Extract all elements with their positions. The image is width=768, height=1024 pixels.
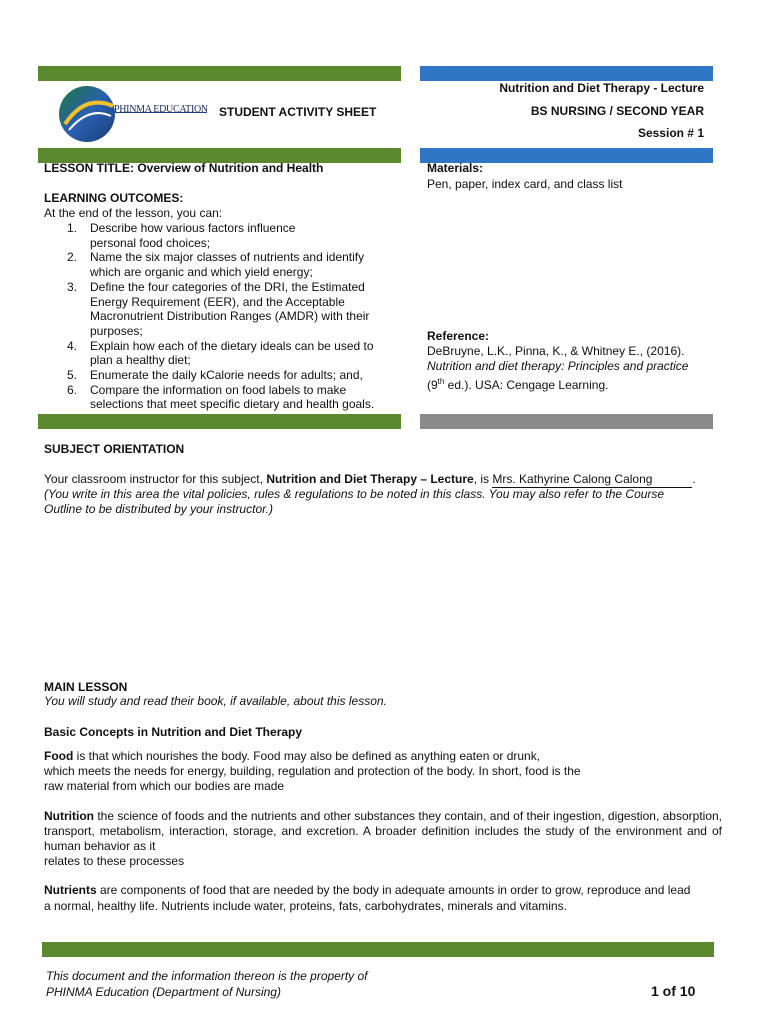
orientation-heading: SUBJECT ORIENTATION — [44, 442, 185, 456]
outcomes-list — [44, 221, 394, 412]
reference-edition-open: (9 — [427, 378, 438, 392]
nutrition-text: the science of foods and the nutrients and other substances they contain, and of their ingestion, digestion, absorption, transport, metabolism, interaction, storage, and excretion. A broader definition includes the study of the environment and of human behavior as it — [44, 809, 722, 853]
food-paragraph-line-3: raw material from which our bodies are made — [44, 779, 285, 793]
lesson-title: LESSON TITLE: Overview of Nutrition and Health — [44, 161, 324, 175]
outcome-number: 6. — [67, 382, 78, 397]
list-item — [44, 221, 394, 250]
nutrition-tail: relates to these processes — [44, 854, 185, 868]
orientation-line — [44, 472, 696, 488]
footer-line-1: This document and the information thereon is the property of — [46, 969, 368, 983]
orientation-end: . — [692, 472, 696, 486]
reference-line-3 — [427, 374, 608, 393]
nutrition-paragraph — [44, 809, 722, 854]
nutrients-text-1: are components of food that are needed by the body in adequate amounts in order to grow, reproduce and lead — [96, 883, 691, 897]
outcome-text: Enumerate the daily kCalorie needs for adults; and, — [90, 368, 363, 383]
reference-edition-sup: th — [437, 377, 445, 386]
outcome-text: plan a healthy diet; — [90, 353, 191, 368]
nutrients-term: Nutrients — [44, 883, 97, 897]
nutrition-term: Nutrition — [44, 809, 94, 823]
orientation-note-2: Outline to be distributed by your instructor.) — [44, 502, 273, 516]
food-paragraph-line-1 — [44, 749, 540, 764]
outcome-text: Explain how each of the dietary ideals can be used to — [90, 338, 374, 353]
orientation-note-1: (You write in this area the vital policies, rules & regulations to be noted in this class. You may also refer to the Course — [44, 487, 665, 501]
food-text-1: is that which nourishes the body. Food may also be defined as anything eaten or drunk, — [73, 749, 541, 763]
list-item — [44, 280, 394, 339]
nutrients-line-1 — [44, 883, 690, 898]
logo-text: PHINMA EDUCATION — [114, 104, 208, 115]
footer-bar — [42, 942, 714, 957]
list-item — [44, 250, 394, 279]
outcomes-intro: At the end of the lesson, you can: — [44, 206, 223, 220]
outcomes-heading: LEARNING OUTCOMES: — [44, 191, 184, 205]
list-item — [44, 339, 394, 368]
outcome-text: purposes; — [90, 323, 143, 338]
orientation-mid: , is — [473, 472, 493, 486]
outcome-text: Describe how various factors influence — [90, 221, 296, 235]
outcome-text: personal food choices; — [90, 235, 211, 250]
page-number: 1 of 10 — [651, 983, 696, 999]
list-item — [44, 368, 394, 383]
materials-text: Pen, paper, index card, and class list — [427, 177, 623, 191]
reference-edition-rest: ed.). USA: Cengage Learning. — [444, 378, 609, 392]
concepts-heading: Basic Concepts in Nutrition and Diet Therapy — [44, 725, 303, 739]
outcome-number: 2. — [67, 250, 78, 265]
main-lesson-heading: MAIN LESSON — [44, 680, 128, 694]
list-item — [44, 383, 394, 412]
food-term: Food — [44, 749, 74, 763]
outcome-number: 4. — [67, 338, 78, 353]
instructor-name: Mrs. Kathyrine Calong Calong — [492, 472, 692, 488]
outcome-text: Energy Requirement (EER), and the Acceptable — [90, 294, 345, 309]
outcome-text: Define the four categories of the DRI, the Estimated — [90, 279, 365, 294]
outcome-text: Compare the information on food labels to make — [90, 382, 347, 397]
main-lesson-note: You will study and read their book, if available, about this lesson. — [44, 694, 387, 708]
section-end-bar-gray — [420, 414, 713, 429]
materials-heading: Materials: — [427, 161, 484, 175]
nutrients-line-2: a normal, healthy life. Nutrients include water, proteins, fats, carbohydrates, minerals and vitamins. — [44, 899, 567, 913]
header-bar-blue — [420, 66, 713, 81]
course-title: Nutrition and Diet Therapy - Lecture — [499, 81, 704, 95]
outcome-text: Macronutrient Distribution Ranges (AMDR) with their — [90, 309, 370, 324]
outcome-text: which are organic and which yield energy; — [90, 265, 313, 280]
food-paragraph-line-2: which meets the needs for energy, building, regulation and protection of the body. In short, food is the — [44, 764, 581, 778]
sheet-title: STUDENT ACTIVITY SHEET — [219, 105, 377, 119]
outcome-text: Name the six major classes of nutrients and identify — [90, 250, 365, 265]
outcome-number: 3. — [67, 279, 78, 294]
reference-line-2: Nutrition and diet therapy: Principles and practice — [427, 359, 689, 373]
outcome-number: 1. — [67, 221, 78, 235]
section-end-bar-green — [38, 414, 401, 429]
session-label: Session # 1 — [637, 126, 704, 140]
reference-line-1: DeBruyne, L.K., Pinna, K., & Whitney E., (2016). — [427, 344, 685, 358]
outcome-number: 5. — [67, 368, 78, 383]
orientation-pre: Your classroom instructor for this subject, — [44, 472, 267, 486]
outcome-text: selections that meet specific dietary and health goals. — [90, 397, 375, 412]
orientation-course: Nutrition and Diet Therapy – Lecture — [266, 472, 474, 486]
program-label: BS NURSING / SECOND YEAR — [530, 104, 704, 118]
footer-line-2: PHINMA Education (Department of Nursing) — [46, 985, 281, 999]
reference-heading: Reference: — [427, 329, 490, 343]
header-bar-green — [38, 66, 401, 81]
